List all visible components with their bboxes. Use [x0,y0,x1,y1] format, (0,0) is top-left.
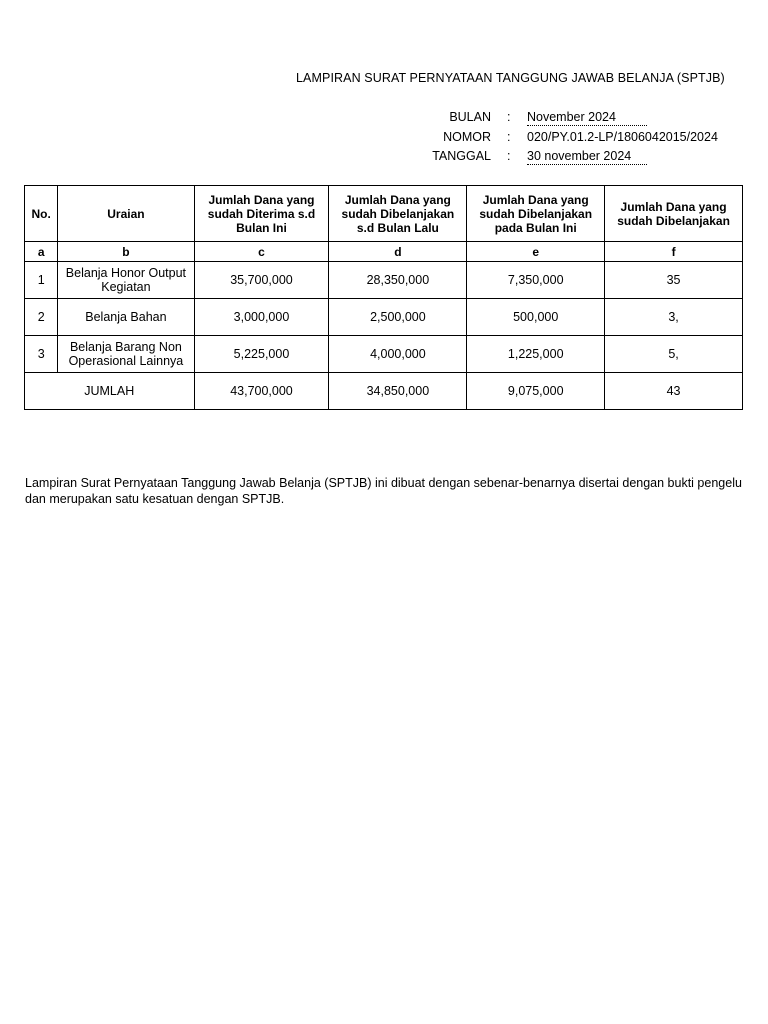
meta-value-bulan: November 2024 [527,110,647,126]
cell-no: 1 [25,262,58,299]
meta-colon: : [507,110,511,124]
letter-cell: a [25,242,58,262]
meta-label: BULAN [449,110,491,124]
table-header-row [25,186,743,242]
letter-cell: b [58,242,194,262]
cell-uraian: Belanja Bahan [58,299,194,336]
header-total-dibelanjakan: Jumlah Dana yang sudah Dibelanjakan [605,186,743,242]
document-title: LAMPIRAN SURAT PERNYATAAN TANGGUNG JAWAB BELANJA (SPTJB) [296,71,725,85]
meta-colon: : [507,149,511,163]
cell-e: 500,000 [467,299,605,336]
total-c: 43,700,000 [194,373,329,410]
cell-no: 3 [25,336,58,373]
table-row [25,262,743,299]
cell-no: 2 [25,299,58,336]
cell-d: 4,000,000 [329,336,467,373]
total-d: 34,850,000 [329,373,467,410]
header-diterima: Jumlah Dana yang sudah Diterima s.d Bulan Ini [194,186,329,242]
letter-cell: f [605,242,743,262]
header-no: No. [25,186,58,242]
cell-e: 7,350,000 [467,262,605,299]
letter-cell: c [194,242,329,262]
meta-colon: : [507,130,511,144]
meta-value-nomor: 020/PY.01.2-LP/1806042015/2024 [527,130,718,144]
footnote-line-2: dan merupakan satu kesatuan dengan SPTJB. [25,491,285,506]
table-total-row [25,373,743,410]
letter-cell: e [467,242,605,262]
cell-e: 1,225,000 [467,336,605,373]
letter-cell: d [329,242,467,262]
total-e: 9,075,000 [467,373,605,410]
meta-value-tanggal: 30 november 2024 [527,149,647,165]
sptjb-table [24,185,743,410]
cell-uraian: Belanja Honor Output Kegiatan [58,262,194,299]
table-row [25,336,743,373]
cell-f: 3, [605,299,743,336]
footnote-line-1: Lampiran Surat Pernyataan Tanggung Jawab Belanja (SPTJB) ini dibuat dengan sebenar-benarnya disertai dengan bukti pengelu [25,476,742,490]
cell-f: 35 [605,262,743,299]
cell-c: 5,225,000 [194,336,329,373]
header-bulan-lalu: Jumlah Dana yang sudah Dibelanjakan s.d Bulan Lalu [329,186,467,242]
meta-label: NOMOR [443,130,491,144]
header-bulan-ini: Jumlah Dana yang sudah Dibelanjakan pada Bulan Ini [467,186,605,242]
table-letter-row [25,242,743,262]
meta-label: TANGGAL [432,149,491,163]
cell-uraian: Belanja Barang Non Operasional Lainnya [58,336,194,373]
cell-c: 35,700,000 [194,262,329,299]
footnote [25,476,743,507]
cell-d: 2,500,000 [329,299,467,336]
cell-f: 5, [605,336,743,373]
cell-c: 3,000,000 [194,299,329,336]
total-label: JUMLAH [25,373,195,410]
table-row [25,299,743,336]
cell-d: 28,350,000 [329,262,467,299]
total-f: 43 [605,373,743,410]
header-uraian: Uraian [58,186,194,242]
